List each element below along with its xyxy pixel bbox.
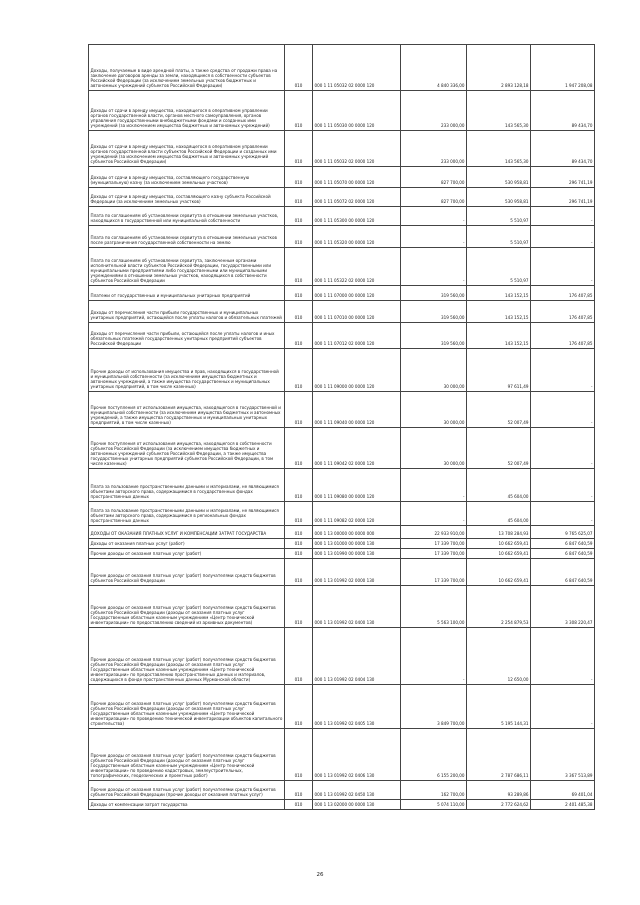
- row-budget-code: 000 1 13 02000 00 0000 130: [313, 800, 401, 810]
- row-executed-amount: 5 195 144,31: [467, 685, 531, 729]
- row-executed-amount: 2 254 879,53: [467, 586, 531, 628]
- row-planned-amount: -: [401, 502, 467, 526]
- table-row: [89, 207, 595, 226]
- row-name: Доходы от перечисления части прибыли государственных и муниципальных унитарных предприятий, остающейся после уплаты налогов и обязательных платежей: [89, 301, 285, 323]
- table-row: [89, 729, 595, 781]
- table-row: [89, 301, 595, 323]
- row-planned-amount: -: [401, 248, 467, 286]
- row-executed-amount: 52 007,49: [467, 392, 531, 428]
- row-name: Прочие доходы от оказания платных услуг (работ) получателями средств бюджетов субъектов Российской Федерации (доходы от оказания платных услуг Государственным областным казенным учреждением «Центр технической инвентаризации» по проведению технической инвентаризации объектов капитального строительства): [89, 685, 285, 729]
- row-executed-amount: 45 604,00: [467, 469, 531, 502]
- row-name: Прочие доходы от оказания платных услуг (работ) получателями средств бюджетов субъектов Российской Федерации (доходы от оказания платных услуг Государственным областным казенным учреждением «Центр технической инвентаризации» по предоставлению сведений из архивных документов): [89, 586, 285, 628]
- row-executed-amount: 5 510,97: [467, 226, 531, 248]
- row-unexecuted-amount: 89 434,70: [531, 131, 595, 167]
- row-executed-amount: 2 893 128,18: [467, 45, 531, 91]
- table-row: [89, 549, 595, 559]
- row-code: 010: [285, 207, 313, 226]
- row-name: Прочие доходы от оказания платных услуг (работ) получателями средств бюджетов субъектов Российской Федерации (доходы от оказания платных услуг Государственным областным казенным учреждением «Центр технической инвентаризации» по предоставлению пространственных данных и материалов, содержащихся в фонде пространственных данных Мурманской области): [89, 628, 285, 685]
- row-unexecuted-amount: 1 947 208,08: [531, 45, 595, 91]
- row-name: Плата за пользование пространственными данными и материалами, не являющимися объектами авторского права, содержащимися в государственных фондах пространственных данных: [89, 469, 285, 502]
- row-name: Доходы от сдачи в аренду имущества, составляющего государственную (муниципальную) казну (за исключением земельных участков): [89, 167, 285, 188]
- table-row: [89, 428, 595, 469]
- row-name: Плата по соглашениям об установлении сервитута, заключенным органами исполнительной власти субъектов Российской Федерации, государственными или муниципальными предприятиями либо государственными или муниципальными учреждениями в отношении земельных участков, находящихся в собственности субъектов Российской Федерации: [89, 248, 285, 286]
- row-name: Доходы, получаемые в виде арендной платы, а также средства от продажи права на заключение договоров аренды за земли, находящиеся в собственности субъектов Российской Федерации (за исключением земельных участков бюджетных и автономных учреждений субъектов Российской Федерации): [89, 45, 285, 91]
- row-planned-amount: 5 074 110,00: [401, 800, 467, 810]
- row-name: Доходы от сдачи в аренду имущества, составляющего казну субъекта Российской Федерации (за исключением земельных участков): [89, 188, 285, 207]
- row-code: 010: [285, 685, 313, 729]
- row-unexecuted-amount: 89 434,70: [531, 91, 595, 131]
- row-unexecuted-amount: -: [531, 685, 595, 729]
- row-code: 010: [285, 323, 313, 349]
- table-row: [89, 323, 595, 349]
- row-code: 010: [285, 301, 313, 323]
- row-budget-code: 000 1 11 07010 00 0000 120: [313, 301, 401, 323]
- row-name: Прочие доходы от оказания платных услуг (работ) получателями средств бюджетов субъектов Российской Федерации: [89, 559, 285, 586]
- table-body: [89, 45, 595, 810]
- row-executed-amount: 530 958,81: [467, 188, 531, 207]
- row-code: 010: [285, 131, 313, 167]
- row-planned-amount: 319 560,00: [401, 323, 467, 349]
- table-row: [89, 685, 595, 729]
- row-code: 010: [285, 469, 313, 502]
- row-name: Прочие доходы от оказания платных услуг (работ): [89, 549, 285, 559]
- table-row: [89, 800, 595, 810]
- row-budget-code: 000 1 11 09042 02 0000 120: [313, 428, 401, 469]
- row-executed-amount: 2 772 624,62: [467, 800, 531, 810]
- row-code: 010: [285, 45, 313, 91]
- row-budget-code: 000 1 11 05032 02 0000 120: [313, 131, 401, 167]
- row-planned-amount: -: [401, 226, 467, 248]
- row-code: 010: [285, 349, 313, 392]
- row-budget-code: 000 1 13 01000 00 0000 130: [313, 539, 401, 549]
- row-unexecuted-amount: 176 407,85: [531, 323, 595, 349]
- row-executed-amount: 143 152,15: [467, 323, 531, 349]
- row-planned-amount: 162 700,00: [401, 781, 467, 800]
- row-planned-amount: -: [401, 628, 467, 685]
- row-planned-amount: 233 000,00: [401, 91, 467, 131]
- row-executed-amount: 93 289,86: [467, 781, 531, 800]
- row-planned-amount: 4 840 336,00: [401, 45, 467, 91]
- row-executed-amount: 10 662 659,41: [467, 549, 531, 559]
- row-budget-code: 000 1 11 09080 00 0000 120: [313, 469, 401, 502]
- row-planned-amount: 5 563 100,00: [401, 586, 467, 628]
- table-row: [89, 131, 595, 167]
- row-code: 010: [285, 502, 313, 526]
- table-row: [89, 226, 595, 248]
- row-planned-amount: 30 000,00: [401, 428, 467, 469]
- row-name: Прочие доходы от использования имущества и прав, находящихся в государственной и муниципальной собственности (за исключением имущества бюджетных и автономных учреждений, а также имущества государственных и муниципальных унитарных предприятий, в том числе казенных): [89, 349, 285, 392]
- row-unexecuted-amount: -: [531, 392, 595, 428]
- table-row: [89, 502, 595, 526]
- row-executed-amount: 10 662 659,41: [467, 539, 531, 549]
- row-unexecuted-amount: 176 407,85: [531, 301, 595, 323]
- row-executed-amount: 10 662 659,41: [467, 559, 531, 586]
- row-unexecuted-amount: -: [531, 226, 595, 248]
- row-name: Прочие поступления от использования имущества, находящегося в собственности субъектов Российской Федерации (за исключением имущества бюджетных и автономных учреждений субъектов Российской Федерации, а также имущества государственных унитарных предприятий субъектов Российской Федерации, в том числе казенных): [89, 428, 285, 469]
- row-unexecuted-amount: 296 741,19: [531, 167, 595, 188]
- table-row: [89, 539, 595, 549]
- row-code: 010: [285, 800, 313, 810]
- row-budget-code: 000 1 11 07012 02 0000 120: [313, 323, 401, 349]
- row-name: Прочие доходы от оказания платных услуг (работ) получателями средств бюджетов субъектов Российской Федерации (доходы от оказания платных услуг Государственным областным казенным учреждением «Центр технической инвентаризации» по проведению кадастровых, землеустроительных, топографических, геодезических и проектных работ): [89, 729, 285, 781]
- row-code: 010: [285, 226, 313, 248]
- row-planned-amount: 17 339 700,00: [401, 559, 467, 586]
- row-planned-amount: 17 339 700,00: [401, 539, 467, 549]
- row-unexecuted-amount: 3 367 513,89: [531, 729, 595, 781]
- row-name: Прочие доходы от оказания платных услуг (работ) получателями средств бюджетов субъектов Российской Федерации (прочие доходы от оказания платных услуг): [89, 781, 285, 800]
- row-name: ДОХОДЫ ОТ ОКАЗАНИЯ ПЛАТНЫХ УСЛУГ И КОМПЕНСАЦИИ ЗАТРАТ ГОСУДАРСТВА: [89, 526, 285, 539]
- page-number: 26: [316, 872, 324, 878]
- row-code: 010: [285, 549, 313, 559]
- row-name: Доходы от перечисления части прибыли, остающейся после уплаты налогов и иных обязательных платежей государственных унитарных предприятий субъектов Российской Федерации: [89, 323, 285, 349]
- row-unexecuted-amount: -: [531, 248, 595, 286]
- table-row: [89, 392, 595, 428]
- row-code: 010: [285, 286, 313, 301]
- row-unexecuted-amount: 296 741,19: [531, 188, 595, 207]
- table-row: [89, 167, 595, 188]
- row-unexecuted-amount: -: [531, 502, 595, 526]
- row-planned-amount: 6 155 200,00: [401, 729, 467, 781]
- row-name: Доходы от сдачи в аренду имущества, находящегося в оперативном управлении органов государственной власти субъектов Российской Федерации и созданных ими учреждений (за исключением имущества бюджетных и автономных учреждений субъектов Российской Федерации): [89, 131, 285, 167]
- row-unexecuted-amount: -: [531, 428, 595, 469]
- row-budget-code: 000 1 13 00000 00 0000 000: [313, 526, 401, 539]
- row-code: 010: [285, 526, 313, 539]
- row-planned-amount: 17 339 700,00: [401, 549, 467, 559]
- row-code: 010: [285, 188, 313, 207]
- row-unexecuted-amount: 3 308 220,47: [531, 586, 595, 628]
- table-row: [89, 248, 595, 286]
- row-unexecuted-amount: 6 847 640,59: [531, 559, 595, 586]
- table-row: [89, 781, 595, 800]
- row-name: Плата по соглашениям об установлении сервитута в отношении земельных участков, находящихся в государственной или муниципальной собственности: [89, 207, 285, 226]
- row-executed-amount: 5 510,97: [467, 207, 531, 226]
- row-executed-amount: 143 152,15: [467, 301, 531, 323]
- row-unexecuted-amount: 69 401,04: [531, 781, 595, 800]
- row-planned-amount: 3 849 700,00: [401, 685, 467, 729]
- revenue-table: [88, 44, 595, 810]
- row-unexecuted-amount: 176 407,85: [531, 286, 595, 301]
- row-executed-amount: 2 787 686,11: [467, 729, 531, 781]
- table-row: [89, 45, 595, 91]
- row-executed-amount: 45 604,00: [467, 502, 531, 526]
- row-planned-amount: 319 560,00: [401, 301, 467, 323]
- table-row: [89, 469, 595, 502]
- row-executed-amount: 530 958,81: [467, 167, 531, 188]
- table-row: [89, 628, 595, 685]
- row-code: 010: [285, 559, 313, 586]
- row-code: 010: [285, 729, 313, 781]
- row-planned-amount: 30 000,00: [401, 392, 467, 428]
- row-planned-amount: 233 000,00: [401, 131, 467, 167]
- row-unexecuted-amount: -: [531, 628, 595, 685]
- row-planned-amount: 30 000,00: [401, 349, 467, 392]
- row-code: 010: [285, 539, 313, 549]
- row-planned-amount: 22 933 910,00: [401, 526, 467, 539]
- row-executed-amount: 143 565,30: [467, 91, 531, 131]
- row-code: 010: [285, 248, 313, 286]
- table-row: [89, 586, 595, 628]
- row-budget-code: 000 1 11 05070 00 0000 120: [313, 167, 401, 188]
- table-row: [89, 526, 595, 539]
- row-planned-amount: -: [401, 469, 467, 502]
- row-budget-code: 000 1 11 05300 00 0000 120: [313, 207, 401, 226]
- row-unexecuted-amount: 6 847 640,59: [531, 549, 595, 559]
- row-code: 010: [285, 428, 313, 469]
- row-code: 010: [285, 781, 313, 800]
- table-row: [89, 349, 595, 392]
- row-unexecuted-amount: 9 765 625,07: [531, 526, 595, 539]
- row-executed-amount: 5 510,97: [467, 248, 531, 286]
- row-budget-code: 000 1 11 05322 02 0000 120: [313, 248, 401, 286]
- row-planned-amount: 319 560,00: [401, 286, 467, 301]
- row-budget-code: 000 1 13 01992 02 0000 130: [313, 559, 401, 586]
- table-row: [89, 91, 595, 131]
- row-budget-code: 000 1 13 01992 02 0404 130: [313, 628, 401, 685]
- row-planned-amount: 827 700,00: [401, 167, 467, 188]
- row-unexecuted-amount: -: [531, 349, 595, 392]
- row-executed-amount: 143 565,30: [467, 131, 531, 167]
- row-budget-code: 000 1 13 01992 02 0450 130: [313, 781, 401, 800]
- row-budget-code: 000 1 11 05030 00 0000 120: [313, 91, 401, 131]
- row-budget-code: 000 1 13 01992 02 0400 130: [313, 586, 401, 628]
- row-executed-amount: 97 611,49: [467, 349, 531, 392]
- row-name: Плата по соглашениям об установлении сервитута в отношении земельных участков после разграничения государственной собственности на землю: [89, 226, 285, 248]
- row-budget-code: 000 1 11 05320 00 0000 120: [313, 226, 401, 248]
- row-name: Доходы от сдачи в аренду имущества, находящегося в оперативном управлении органов государственной власти, органов местного самоуправления, органов управления государственными внебюджетными фондами и созданных ими учреждений (за исключением имущества бюджетных и автономных учреждений): [89, 91, 285, 131]
- row-budget-code: 000 1 13 01992 02 0406 130: [313, 729, 401, 781]
- row-unexecuted-amount: -: [531, 469, 595, 502]
- row-executed-amount: 13 708 284,93: [467, 526, 531, 539]
- row-planned-amount: -: [401, 207, 467, 226]
- row-budget-code: 000 1 11 09082 02 0000 120: [313, 502, 401, 526]
- table-row: [89, 559, 595, 586]
- row-name: Прочие поступления от использования имущества, находящегося в государственной и муниципальной собственности (за исключением имущества бюджетных и автономных учреждений, а также имущества государственных и муниципальных унитарных предприятий, в том числе казенных): [89, 392, 285, 428]
- row-code: 010: [285, 91, 313, 131]
- table-row: [89, 286, 595, 301]
- row-code: 010: [285, 392, 313, 428]
- row-code: 010: [285, 586, 313, 628]
- row-executed-amount: 52 007,49: [467, 428, 531, 469]
- row-budget-code: 000 1 13 01990 00 0000 130: [313, 549, 401, 559]
- row-executed-amount: 12 650,00: [467, 628, 531, 685]
- table-row: [89, 188, 595, 207]
- row-budget-code: 000 1 13 01992 02 0405 130: [313, 685, 401, 729]
- row-code: 010: [285, 628, 313, 685]
- row-unexecuted-amount: 2 401 485,38: [531, 800, 595, 810]
- row-planned-amount: 827 700,00: [401, 188, 467, 207]
- row-name: Платежи от государственных и муниципальных унитарных предприятий: [89, 286, 285, 301]
- row-name: Плата за пользование пространственными данными и материалами, не являющимися объектами авторского права, содержащимися в региональных фондах пространственных данных: [89, 502, 285, 526]
- row-budget-code: 000 1 11 09000 00 0000 120: [313, 349, 401, 392]
- row-executed-amount: 143 152,15: [467, 286, 531, 301]
- row-budget-code: 000 1 11 05032 02 0000 120: [313, 45, 401, 91]
- row-code: 010: [285, 167, 313, 188]
- row-budget-code: 000 1 11 09040 00 0000 120: [313, 392, 401, 428]
- row-unexecuted-amount: -: [531, 207, 595, 226]
- row-unexecuted-amount: 6 847 640,59: [531, 539, 595, 549]
- row-budget-code: 000 1 11 07000 00 0000 120: [313, 286, 401, 301]
- row-budget-code: 000 1 11 05072 02 0000 120: [313, 188, 401, 207]
- row-name: Доходы от компенсации затрат государства: [89, 800, 285, 810]
- row-name: Доходы от оказания платных услуг (работ): [89, 539, 285, 549]
